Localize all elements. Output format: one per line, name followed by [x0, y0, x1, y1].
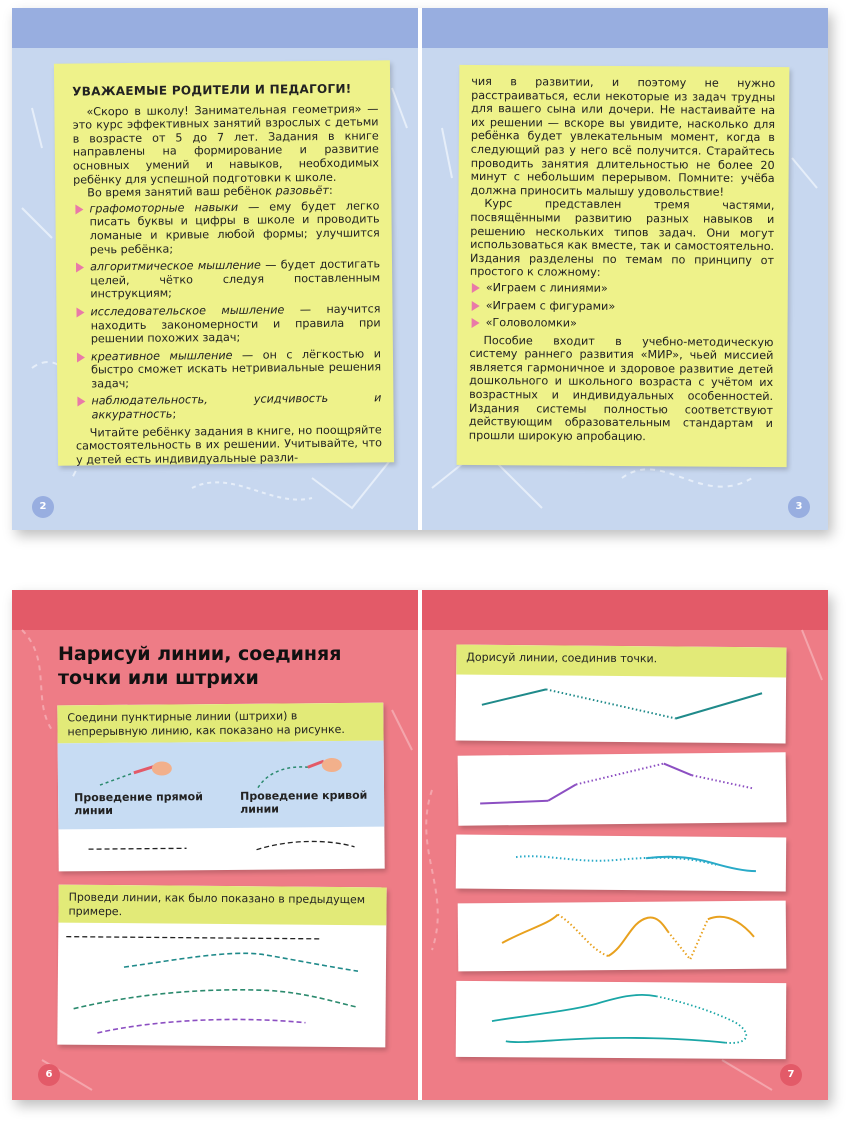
spread-lines	[12, 590, 828, 1100]
hand-pencil-icon	[134, 761, 172, 775]
bullet-triangle-icon	[76, 263, 84, 273]
list-item: креативное мышление — он с лёгкостью и быстро сможет искать нетривиальные решения задач;	[75, 347, 381, 391]
skills-list	[73, 199, 381, 422]
page-6	[12, 590, 418, 1100]
page-2	[12, 8, 418, 530]
task-2-instruction: Проведи линии, как было показано в предыдущем примере.	[58, 885, 386, 926]
dots-line-4	[458, 901, 787, 972]
page-number: 2	[32, 496, 54, 518]
page-3	[422, 8, 828, 530]
dots-card-2	[458, 752, 787, 825]
intro-paragraph-4: чия в развитии, и поэтому не нужно расстраиваться, если некоторые из задач трудны для вашего сына или дочери. Не настаивайте на их решении — вскоре вы увидите, насколько для ребёнка будет увлекательным момент, когда в следующий раз у него всё получится. Старайтесь проводить занятия длительностью не более 20 минут с небольшим перерывом. Помните: учёба должна приносить малышу удовольствие!	[470, 74, 776, 199]
list-item: наблюдательность, усидчивость и аккуратность;	[75, 392, 381, 422]
parts-list	[470, 281, 774, 332]
dots-card-4	[458, 901, 787, 972]
bullet-triangle-icon	[472, 283, 480, 293]
intro-paragraph-6: Пособие входит в учебно-методическую систему раннего развития «МИР», чьей миссией является гармоничное и здоровое развитие детей дошкольного и школьного возраста с учётом их возрастных и индивидуальных особенностей. Издания системы полностью соответствуют действующим образовательным стандартам и прошли широкую апробацию.	[468, 333, 774, 444]
page-number: 3	[788, 496, 810, 518]
task-2-dashed-lines	[57, 923, 386, 1048]
bullet-triangle-icon	[76, 307, 84, 317]
dots-line-2	[458, 752, 787, 825]
intro-box-right	[457, 65, 790, 467]
example-area	[58, 741, 385, 830]
hand-pencil-icon	[308, 758, 342, 772]
list-item: исследовательское мышление — научится находить закономерности и правила при решении похожих задач;	[74, 302, 380, 346]
bullet-triangle-icon	[77, 397, 85, 407]
dots-card-1	[456, 645, 787, 744]
dots-instruction: Дорисуй линии, соединив точки.	[456, 645, 786, 678]
dots-card-3	[456, 835, 786, 892]
list-item: графомоторные навыки — ему будет легко писать буквы и цифры в школе и проводить ломаные и кривые любой формы; улучшится речь ребёнка;	[73, 199, 380, 257]
intro-paragraph-1: «Скоро в школу! Занимательная геометрия» — это курс эффективных занятий взрослых с детьми в возрасте от 5 до 7 лет. Задания в книге направлены на формирование и развитие основных умений и навыков, необходимых ребёнку для успешной подготовки к школе.	[72, 101, 380, 187]
dots-line-3	[456, 835, 786, 892]
task-2-card	[57, 885, 386, 1048]
bullet-triangle-icon	[472, 318, 480, 328]
intro-heading: УВАЖАЕМЫЕ РОДИТЕЛИ И ПЕДАГОГИ!	[72, 81, 352, 99]
intro-paragraph-2: Во время занятий ваш ребёнок разовьёт:	[87, 184, 333, 200]
list-item: «Играем с линиями»	[470, 281, 774, 297]
label-straight-line: Проведение прямой линии	[74, 790, 203, 818]
list-item: «Играем с фигурами»	[470, 298, 774, 314]
exercise-title: Нарисуй линии, соединяя точки или штрихи	[58, 643, 342, 689]
page-number: 6	[38, 1064, 60, 1086]
label-curve-line: Проведение кривой линии	[240, 788, 368, 816]
intro-paragraph-3: Читайте ребёнку задания в книге, но поощряйте самостоятельность в их решении. Учитывайте, что у детей есть индивидуальные разли-	[75, 423, 382, 467]
page-number: 7	[780, 1064, 802, 1086]
bullet-triangle-icon	[75, 204, 83, 214]
page-7	[422, 590, 828, 1100]
dots-line-5	[456, 981, 787, 1059]
bullet-triangle-icon	[77, 352, 85, 362]
list-item: «Головоломки»	[470, 316, 774, 332]
task-1-card	[57, 703, 384, 872]
intro-box-left	[54, 60, 394, 465]
dots-card-5	[456, 981, 787, 1059]
example-dashed-lines	[58, 827, 384, 872]
spread-intro	[12, 8, 828, 530]
dots-line-1	[456, 675, 787, 744]
task-1-instruction: Соедини пунктирные линии (штрихи) в непрерывную линию, как показано на рисунке.	[57, 703, 383, 744]
list-item: алгоритмическое мышление — будет достигать целей, чётко следуя поставленным инструкциям;	[74, 257, 380, 301]
bullet-triangle-icon	[472, 300, 480, 310]
intro-paragraph-5: Курс представлен тремя частями, посвящёнными развитию разных навыков и решению нескольких типов задач. Они могут использоваться как вместе, так и самостоятельно. Издания разделены по темам по принципу от простого к сложному:	[469, 197, 775, 280]
